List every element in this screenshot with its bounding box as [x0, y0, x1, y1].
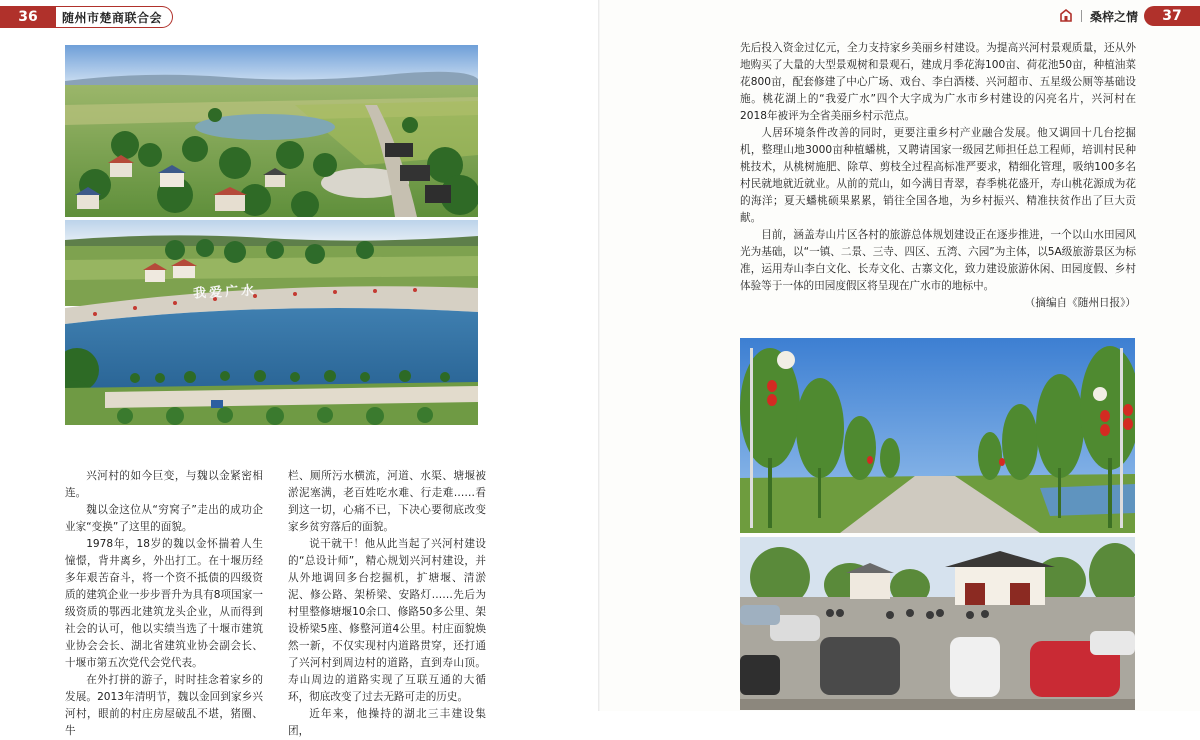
right-page-header [1059, 6, 1200, 26]
paragraph: 兴河村的如今巨变，与魏以金紧密相连。 [65, 470, 263, 499]
page-number-right: 37 [1144, 6, 1200, 26]
text-column-1 [65, 468, 263, 740]
photo-plaza-pavilion [740, 537, 1135, 710]
paragraph: 人居环境条件改善的同时，更要注重乡村产业融合发展。他又调回十几台挖掘机，整理山地3000亩种植蟠桃，又聘请国家一级园艺师担任总工程师，培训村民种桃技术，从桃树施肥、除草、剪枝全过程高标准严要求，精细化管理，吸纳100多名村民就地就近就业。从前的荒山，如今满目青翠，春季桃花盛开，寿山桃花源成为花的海洋；夏天蟠桃硕果累累，销往全国各地，为乡村振兴、精准扶贫作出了巨大贡献。 [740, 127, 1136, 224]
house-logo-icon [1059, 9, 1073, 23]
paragraph: 1978年，18岁的魏以金怀揣着人生憧憬，背井离乡，外出打工。在十堰历经多年艰苦奋斗，将一个资不抵债的四级资质的建筑企业一步步晋升为具有8项国家一级资质的鄂西北建筑龙头企业，从而得到社会的认可，他以实绩当选了十堰市建筑业协会会长、湖北省建筑业协会副会长、十堰市第五次党代会党代表。 [65, 538, 263, 669]
photo-tree-lined-road [740, 338, 1135, 533]
source-note: （摘编自《随州日报》） [1024, 297, 1136, 309]
header-title-left: 随州市楚商联合会 [62, 10, 163, 25]
paragraph: 目前，涵盖寿山片区各村的旅游总体规划建设正在逐步推进，一个以山水田园风光为基础，以“一镇、二景、三寺、四区、五湾、六园”为主体，以5A级旅游景区为标准，运用寿山李白文化、长寿文化、古寨文化，致力建设旅游休闲、田园度假、乡村体验等于一体的田园度假区将呈现在广水市的地标中。 [740, 229, 1136, 292]
paragraph: 栏、厕所污水横流，河道、水渠、塘堰被淤泥塞满，老百姓吃水难、行走难……看到这一切，心痛不已，下决心要彻底改变家乡贫穷落后的面貌。 [288, 470, 486, 533]
header-separator [1081, 10, 1082, 22]
left-page-header [0, 6, 173, 28]
paragraph: 在外打拼的游子，时时挂念着家乡的发展。2013年清明节，魏以金回到家乡兴河村，眼前的村庄房屋破乱不堪，猪圈、牛 [65, 674, 263, 737]
photo-aerial-village [65, 45, 478, 217]
header-title-right: 桑梓之情 [1089, 9, 1138, 24]
page-number-left: 36 [0, 7, 56, 27]
right-text-column [740, 40, 1136, 312]
photo-lake-sign [65, 220, 478, 425]
left-page [0, 0, 600, 737]
paragraph: 先后投入资金过亿元，全力支持家乡美丽乡村建设。为提高兴河村景观质量，还从外地购买了大量的大型景观树和景观石，建成月季花海100亩、荷花池50亩，种植油菜花800亩，配套修建了中心广场、戏台、李白酒楼、兴河超市、五星级公厕等基础设施。桃花湖上的“我爱广水”四个大字成为广水市乡村建设的闪亮名片，兴河村在2018年被评为全省美丽乡村示范点。 [740, 42, 1136, 122]
paragraph: 近年来，他操持的湖北三丰建设集团， [288, 708, 486, 737]
text-column-2 [288, 468, 486, 740]
right-page [600, 0, 1200, 711]
paragraph: 魏以金这位从“穷窝子”走出的成功企业家“变换”了这里的面貌。 [65, 504, 263, 533]
paragraph: 说干就干！他从此当起了兴河村建设的“总设计师”，精心规划兴河村建设，并从外地调回多台挖掘机，扩塘堰、清淤泥、修公路、架桥梁、安路灯……先后为村里整修塘堰10余口、修路50多公里、架设桥梁5座、修整河道4公里。村庄面貌焕然一新，不仅实现村内道路贯穿，还打通了兴河村到周边村的道路，直到寿山顶。寿山周边的道路实现了互联互通的大循环，彻底改变了过去无路可走的历史。 [288, 538, 486, 703]
lake-sign-text: 我爱广水 [192, 283, 258, 302]
